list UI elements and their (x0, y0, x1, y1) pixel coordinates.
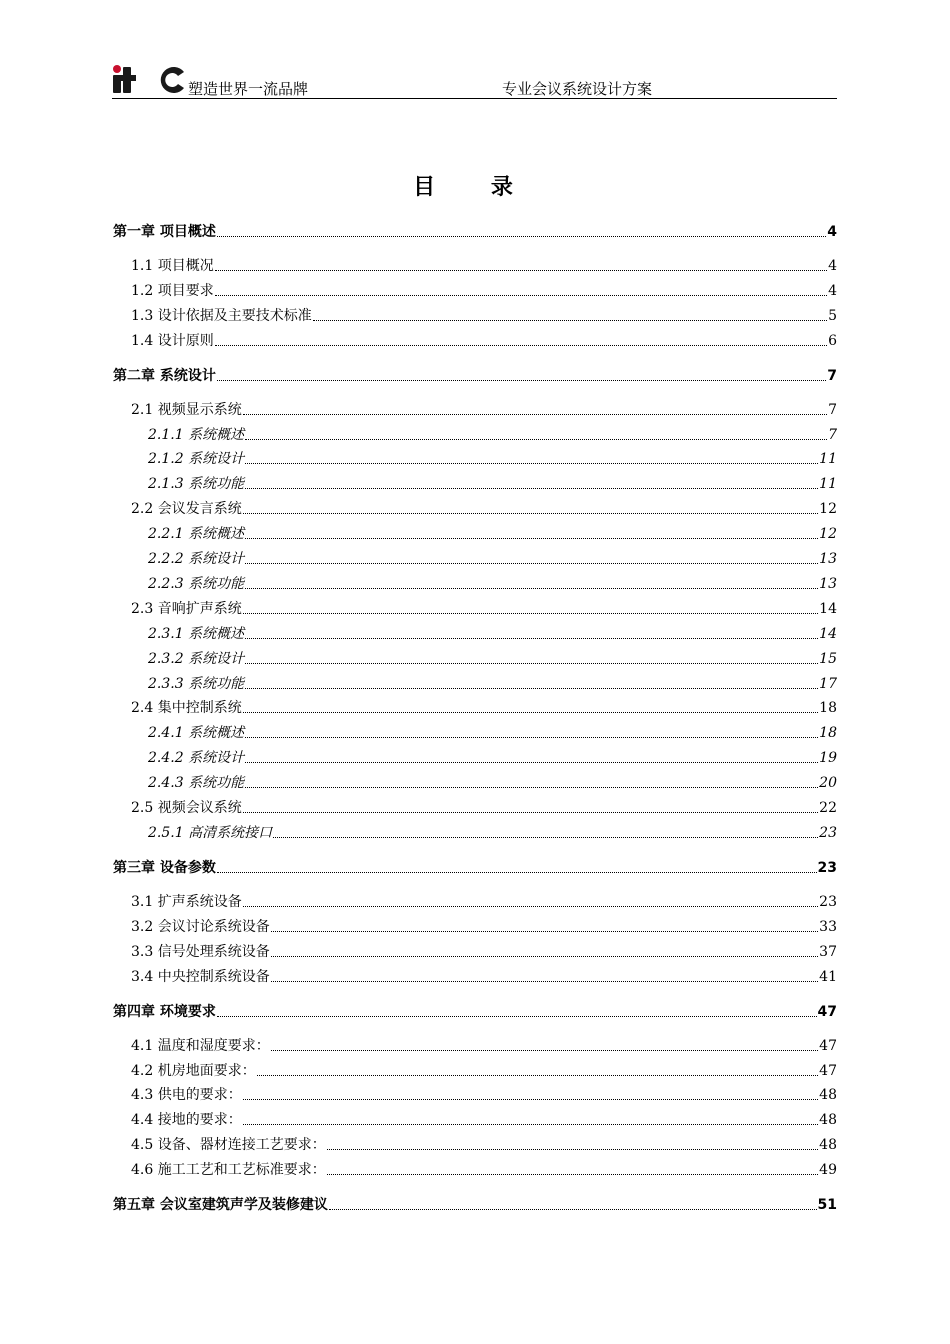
toc-dot-leader (245, 488, 818, 489)
toc-page-number: 4 (828, 283, 837, 299)
toc-chapter-entry[interactable] (113, 222, 837, 242)
toc-page-number: 37 (819, 944, 837, 960)
toc-page-number: 23 (819, 894, 837, 910)
toc-section-entry[interactable] (131, 892, 837, 912)
toc-section-entry[interactable] (131, 798, 837, 818)
toc-entry-label: 2.2 会议发言系统 (131, 501, 242, 517)
toc-page-number: 48 (819, 1112, 837, 1128)
toc-chapter-entry[interactable] (113, 858, 837, 878)
toc-section-entry[interactable] (131, 400, 837, 420)
toc-section-entry[interactable] (131, 599, 837, 619)
toc-subsection-entry[interactable] (148, 624, 837, 644)
toc-page-number: 20 (819, 775, 837, 791)
toc-dot-leader (215, 270, 827, 271)
toc-page-number: 49 (819, 1162, 837, 1178)
toc-entry-label: 2.3.3 系统功能 (148, 676, 245, 692)
toc-dot-leader (243, 1099, 818, 1100)
toc-page-number: 41 (819, 969, 837, 985)
toc-entry-label: 1.1 项目概况 (131, 258, 214, 274)
toc-entry-label: 1.4 设计原则 (131, 333, 214, 349)
toc-dot-leader (217, 236, 826, 237)
toc-dot-leader (243, 513, 818, 514)
toc-page-number: 7 (828, 402, 837, 418)
toc-page-number: 23 (817, 860, 837, 876)
toc-page-number: 7 (828, 427, 837, 443)
toc-entry-label: 第四章 环境要求 (113, 1004, 216, 1020)
toc-entry-label: 4.6 施工工艺和工艺标准要求： (131, 1162, 326, 1178)
toc-page-number: 14 (819, 626, 837, 642)
toc-section-entry[interactable] (131, 942, 837, 962)
toc-dot-leader (245, 563, 818, 564)
header-slogan: 塑造世界一流品牌 (188, 80, 309, 98)
toc-entry-label: 第三章 设备参数 (113, 860, 216, 876)
toc-dot-leader (245, 538, 818, 539)
toc-entry-label: 2.2.2 系统设计 (148, 551, 245, 567)
toc-entry-label: 4.5 设备、器材连接工艺要求： (131, 1137, 326, 1153)
toc-page-number: 18 (819, 700, 837, 716)
toc-entry-label: 2.1.1 系统概述 (148, 427, 245, 443)
toc-entry-label: 1.2 项目要求 (131, 283, 214, 299)
toc-dot-leader (217, 1016, 817, 1017)
toc-entry-label: 4.2 机房地面要求： (131, 1063, 256, 1079)
toc-page-number: 47 (819, 1038, 837, 1054)
toc-page-number: 4 (827, 224, 837, 240)
toc-entry-label: 3.4 中央控制系统设备 (131, 969, 270, 985)
toc-section-entry[interactable] (131, 1160, 837, 1180)
toc-dot-leader (215, 295, 827, 296)
toc-page-number: 22 (819, 800, 837, 816)
toc-entry-label: 3.1 扩声系统设备 (131, 894, 242, 910)
toc-entry-label: 2.3 音响扩声系统 (131, 601, 242, 617)
toc-dot-leader (271, 1050, 818, 1051)
toc-section-entry[interactable] (131, 1110, 837, 1130)
toc-page-number: 33 (819, 919, 837, 935)
toc-entry-label: 2.4.3 系统功能 (148, 775, 245, 791)
toc-chapter-entry[interactable] (113, 366, 837, 386)
toc-entry-label: 2.2.1 系统概述 (148, 526, 245, 542)
toc-section-entry[interactable] (131, 306, 837, 326)
toc-page-number: 47 (817, 1004, 837, 1020)
toc-page-number: 51 (817, 1197, 837, 1213)
toc-subsection-entry[interactable] (148, 574, 837, 594)
toc-heading-text: 目 录 (413, 175, 537, 200)
toc-page-number: 18 (819, 725, 837, 741)
toc-entry-label: 4.1 温度和湿度要求： (131, 1038, 270, 1054)
toc-dot-leader (273, 837, 818, 838)
toc-page-number: 13 (819, 551, 837, 567)
toc-page-number: 14 (819, 601, 837, 617)
toc-subsection-entry[interactable] (148, 425, 837, 445)
toc-entry-label: 2.1.3 系统功能 (148, 476, 245, 492)
toc-dot-leader (243, 414, 827, 415)
toc-entry-label: 2.5.1 高清系统接口 (148, 825, 273, 841)
toc-dot-leader (257, 1075, 818, 1076)
toc-dot-leader (245, 737, 818, 738)
toc-section-entry[interactable] (131, 331, 837, 351)
toc-dot-leader (271, 931, 818, 932)
toc-page-number: 17 (819, 676, 837, 692)
toc-section-entry[interactable] (131, 698, 837, 718)
toc-subsection-entry[interactable] (148, 674, 837, 694)
toc-entry-label: 4.3 供电的要求： (131, 1087, 242, 1103)
toc-subsection-entry[interactable] (148, 649, 837, 669)
toc-entry-label: 2.5 视频会议系统 (131, 800, 242, 816)
toc-entry-label: 2.1.2 系统设计 (148, 451, 245, 467)
toc-subsection-entry[interactable] (148, 823, 837, 843)
toc-entry-label: 2.4.2 系统设计 (148, 750, 245, 766)
toc-page-number: 4 (828, 258, 837, 274)
toc-page-number: 12 (819, 501, 837, 517)
toc-subsection-entry[interactable] (148, 524, 837, 544)
toc-page-number: 6 (828, 333, 837, 349)
toc-dot-leader (329, 1209, 817, 1210)
toc-dot-leader (243, 812, 818, 813)
toc-dot-leader (271, 981, 818, 982)
toc-chapter-entry[interactable] (113, 1002, 837, 1022)
toc-dot-leader (245, 588, 818, 589)
toc-entry-label: 3.3 信号处理系统设备 (131, 944, 270, 960)
toc-dot-leader (313, 320, 827, 321)
toc-dot-leader (245, 638, 818, 639)
toc-subsection-entry[interactable] (148, 449, 837, 469)
toc-section-entry[interactable] (131, 917, 837, 937)
toc-subsection-entry[interactable] (148, 549, 837, 569)
toc-dot-leader (243, 1124, 818, 1125)
toc-dot-leader (245, 688, 818, 689)
toc-entry-label: 2.4 集中控制系统 (131, 700, 242, 716)
toc-subsection-entry[interactable] (148, 773, 837, 793)
toc-entry-label: 2.4.1 系统概述 (148, 725, 245, 741)
toc-section-entry[interactable] (131, 967, 837, 987)
toc-page-number: 48 (819, 1087, 837, 1103)
toc-entry-label: 3.2 会议讨论系统设备 (131, 919, 270, 935)
toc-dot-leader (245, 663, 818, 664)
toc-subsection-entry[interactable] (148, 723, 837, 743)
toc-page-number: 19 (819, 750, 837, 766)
toc-page-number: 5 (828, 308, 837, 324)
toc-dot-leader (327, 1149, 818, 1150)
toc-page-number: 47 (819, 1063, 837, 1079)
toc-dot-leader (245, 762, 818, 763)
toc-page-number: 11 (819, 451, 837, 467)
toc-entry-label: 2.1 视频显示系统 (131, 402, 242, 418)
toc-entry-label: 第二章 系统设计 (113, 368, 216, 384)
toc-page-number: 7 (827, 368, 837, 384)
toc-page-number: 23 (819, 825, 837, 841)
toc-section-entry[interactable] (131, 499, 837, 519)
toc-entry-label: 第五章 会议室建筑声学及装修建议 (113, 1197, 328, 1213)
toc-entry-label: 2.3.2 系统设计 (148, 651, 245, 667)
toc-entry-label: 第一章 项目概述 (113, 224, 216, 240)
toc-dot-leader (327, 1174, 818, 1175)
toc-section-entry[interactable] (131, 256, 837, 276)
toc-section-entry[interactable] (131, 281, 837, 301)
toc-entry-label: 1.3 设计依据及主要技术标准 (131, 308, 312, 324)
toc-page-number: 11 (819, 476, 837, 492)
toc-section-entry[interactable] (131, 1061, 837, 1081)
toc-dot-leader (217, 380, 826, 381)
toc-dot-leader (245, 439, 827, 440)
toc-section-entry[interactable] (131, 1135, 837, 1155)
toc-dot-leader (215, 345, 827, 346)
toc-dot-leader (243, 712, 818, 713)
toc-dot-leader (245, 463, 818, 464)
toc-entry-label: 4.4 接地的要求： (131, 1112, 242, 1128)
toc-page-number: 13 (819, 576, 837, 592)
toc-chapter-entry[interactable] (113, 1195, 837, 1215)
toc-dot-leader (243, 906, 818, 907)
toc-page-number: 15 (819, 651, 837, 667)
toc-entry-label: 2.2.3 系统功能 (148, 576, 245, 592)
toc-dot-leader (271, 956, 818, 957)
toc-dot-leader (217, 872, 817, 873)
toc-page-number: 48 (819, 1137, 837, 1153)
toc-subsection-entry[interactable] (148, 474, 837, 494)
toc-subsection-entry[interactable] (148, 748, 837, 768)
toc-dot-leader (243, 613, 818, 614)
toc-section-entry[interactable] (131, 1085, 837, 1105)
toc-page-number: 12 (819, 526, 837, 542)
toc-dot-leader (245, 787, 818, 788)
header-doc-title: 专业会议系统设计方案 (502, 80, 653, 98)
toc-entry-label: 2.3.1 系统概述 (148, 626, 245, 642)
toc-section-entry[interactable] (131, 1036, 837, 1056)
